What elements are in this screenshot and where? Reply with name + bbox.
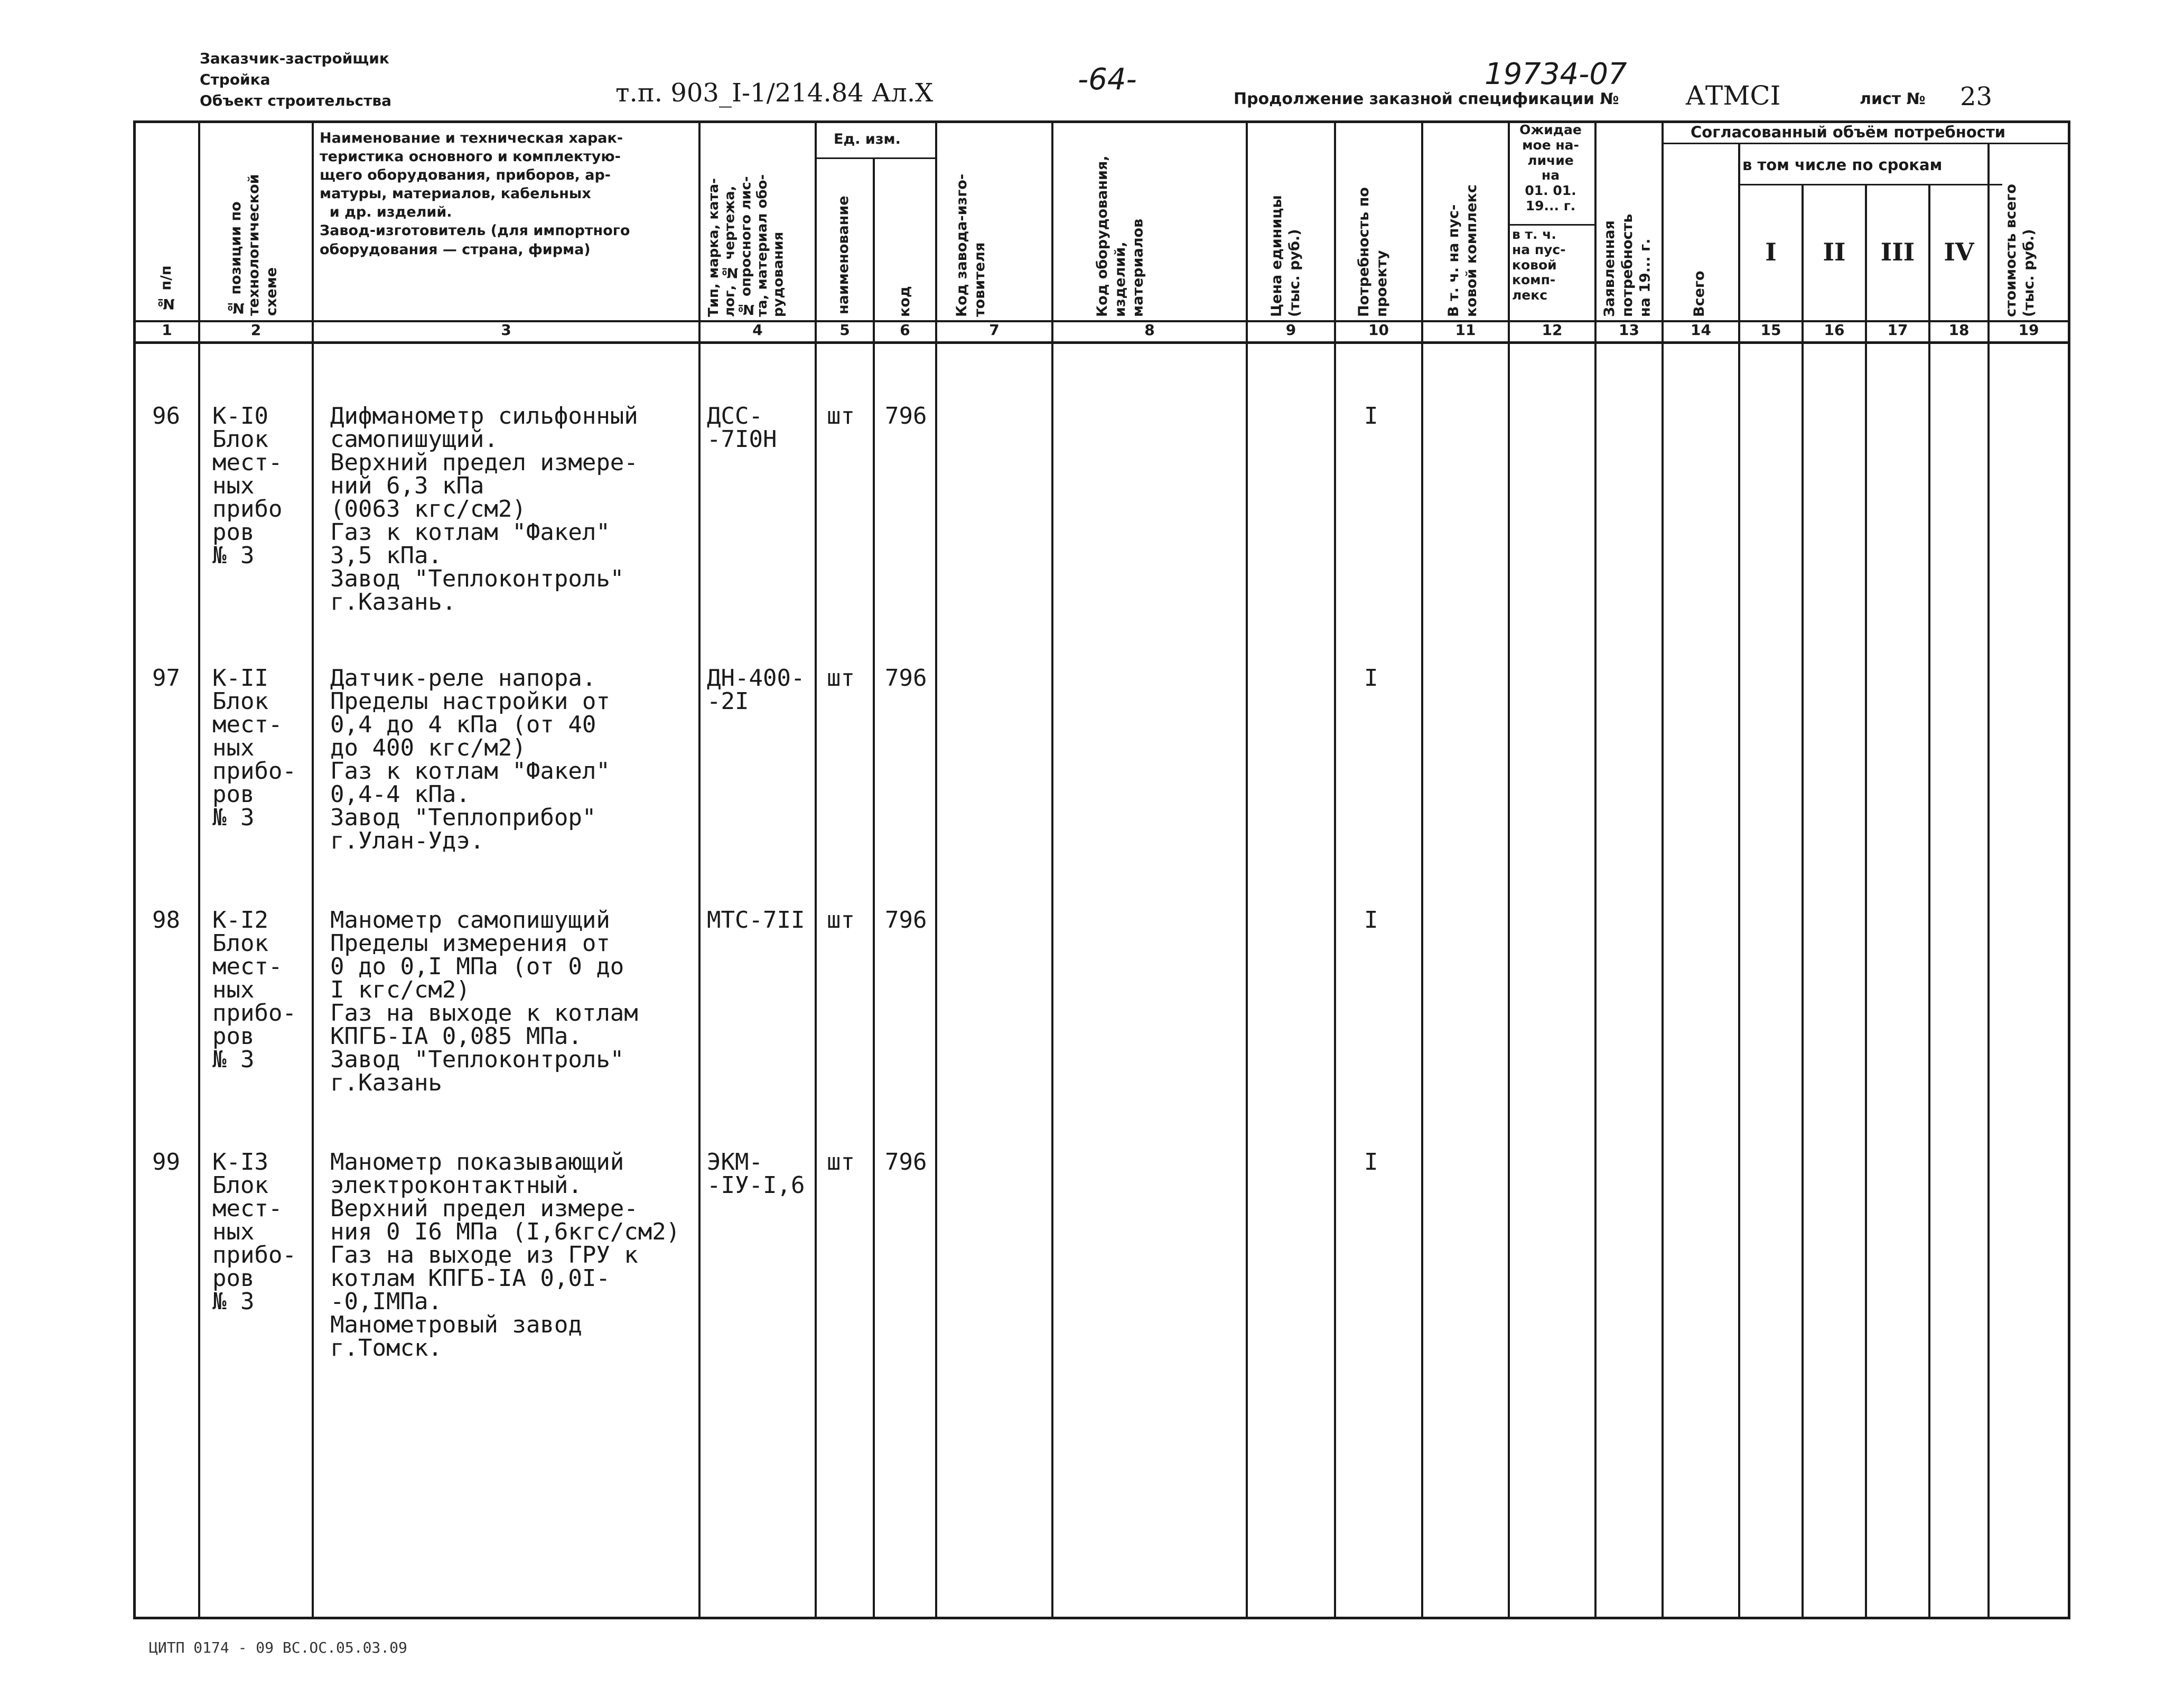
col-header-14: Всего [1691,271,1707,317]
project-reference: т.п. 903_I-1/214.84 Ал.Х [615,78,934,108]
col-header-19: стоимость всего (тыс. руб.) [2003,184,2037,317]
terms-group-header: в том числе по срокам [1742,156,1943,174]
item-type: ЭКМ- -IУ-I,6 [707,1149,805,1199]
item-description: Манометр показывающий электроконтактный. Верхний предел измере- ния 0 I6 МПа (I,6кгс/см2) Газ на выходе из ГРУ к котлам КПГБ-IА 0,0I- -0,IМПа. Манометровый завод г.Томск. [330,1149,680,1362]
col-number: 5 [839,321,850,339]
customer-label: Заказчик-застройщик [200,50,389,67]
col-header-4: Тип, марка, ката- лог, № чертежа, № опросного лис- та, материал обо- рудования [706,174,787,317]
col-number: 12 [1542,321,1563,339]
col-number: 8 [1144,321,1155,339]
agreed-group-header: Согласованный объём потребности [1691,123,2006,141]
unit-code: 796 [885,403,927,430]
col-number: 18 [1948,321,1970,339]
project-need: I [1364,403,1378,430]
unit-name: шт [827,907,855,934]
unit-name: шт [827,1149,855,1176]
continuation-label: Продолжение заказной спецификации № [1234,90,1619,108]
project-need: I [1364,1149,1378,1176]
col-header-3: Наименование и техническая харак- теристика основного и комплектую- щего оборудования, приборов, ар- матуры, материалов, кабельных и др. изделий. Завод-изготовитель (для импортного оборудования — страна, фирма) [320,130,630,258]
row-number: 97 [152,665,180,692]
row-number: 98 [152,907,180,934]
col-number: 19 [2018,321,2039,339]
project-need: I [1364,665,1378,692]
col-header-10: Потребность по проекту [1356,187,1390,317]
col-header-11: В т. ч. на пус- ковой комплекс [1445,184,1480,317]
position-code: К-II Блок мест- ных прибо- ров № 3 [212,665,296,831]
item-description: Датчик-реле напора. Пределы настройки от 0,4 до 4 кПа (от 40 до 400 кгс/м2) Газ к котлам "Факел" 0,4-4 кПа. Завод "Теплоприбор" г.Улан-Удэ. [330,665,610,854]
unit-name: шт [827,403,855,430]
quarter-i-header: I [1765,238,1777,266]
quarter-iv-header: IV [1944,238,1974,266]
units-group-header: Ед. изм. [834,131,901,147]
col-number: 17 [1887,321,1908,339]
col-header-13: Заявленная потребность на 19... г. [1601,213,1654,317]
col-number: 2 [250,321,262,339]
col-number: 13 [1619,321,1639,339]
col-number: 14 [1691,321,1711,339]
item-description: Дифманометр сильфонный самопишущий. Верхний предел измере- ний 6,3 кПа (0063 кгс/см2) Газ к котлам "Факел" 3,5 кПа. Завод "Теплоконтроль" г.Казань. [330,403,638,616]
unit-code: 796 [885,907,927,934]
site-label: Стройка [200,71,270,88]
col-header-2: № позиции по технологической схеме [228,174,280,316]
item-type: ДСС- -7I0Н [707,403,777,453]
col-number: 6 [900,321,910,339]
col-number: 4 [752,321,763,339]
position-code: К-I0 Блок мест- ных прибо ров № 3 [212,403,283,569]
col-header-5: наименование [835,195,852,314]
col-number: 9 [1285,321,1296,339]
col-number: 7 [989,321,1000,339]
quarter-ii-header: II [1823,238,1846,266]
quarter-iii-header: III [1880,238,1915,266]
col-header-8: Код оборудования, изделий, материалов [1094,155,1146,317]
col-number: 3 [501,321,511,339]
item-description: Манометр самопишущий Пределы измерения от 0 до 0,I МПа (от 0 до I кгс/см2) Газ на выходе к котлам КПГБ-IА 0,085 МПа. Завод "Теплоконтроль" г.Казань [330,907,638,1096]
object-label: Объект строительства [200,92,391,109]
position-code: К-I3 Блок мест- ных прибо- ров № 3 [212,1149,296,1315]
row-number: 96 [152,403,180,430]
col-header-12-top: Ожидае мое на- личие на 01. 01. 19... г. [1519,122,1582,213]
spec-code: АТМСI [1685,80,1781,111]
col-number: 11 [1455,321,1476,339]
sheet-number: 23 [1960,82,1993,111]
col-header-6: код [897,286,913,317]
sheet-label: лист № [1860,90,1926,108]
project-need: I [1364,907,1378,934]
page-number: -64- [1078,62,1137,97]
col-number: 15 [1760,321,1781,339]
col-number: 1 [162,321,172,339]
col-header-9: Цена единицы (тыс. руб.) [1268,195,1303,317]
item-type: ДН-400- -2I [707,665,805,715]
footer-code: ЦИТП 0174 - 09 ВС.ОС.05.03.09 [149,1639,407,1656]
col-header-7: Код завода-изго- товителя [954,173,988,317]
unit-code: 796 [885,1149,927,1176]
unit-code: 796 [885,665,927,692]
handwritten-number: 19734-07 [1485,57,1627,91]
col-number: 10 [1368,321,1389,339]
row-number: 99 [152,1149,180,1176]
col-number: 16 [1824,321,1845,339]
col-header-12-bottom: в т. ч. на пус- ковой комп- лекс [1512,227,1566,303]
unit-name: шт [827,665,855,692]
item-type: МТС-7II [707,907,805,934]
col-header-1: № п/п [158,265,174,312]
position-code: К-I2 Блок мест- ных прибо- ров № 3 [212,907,296,1073]
